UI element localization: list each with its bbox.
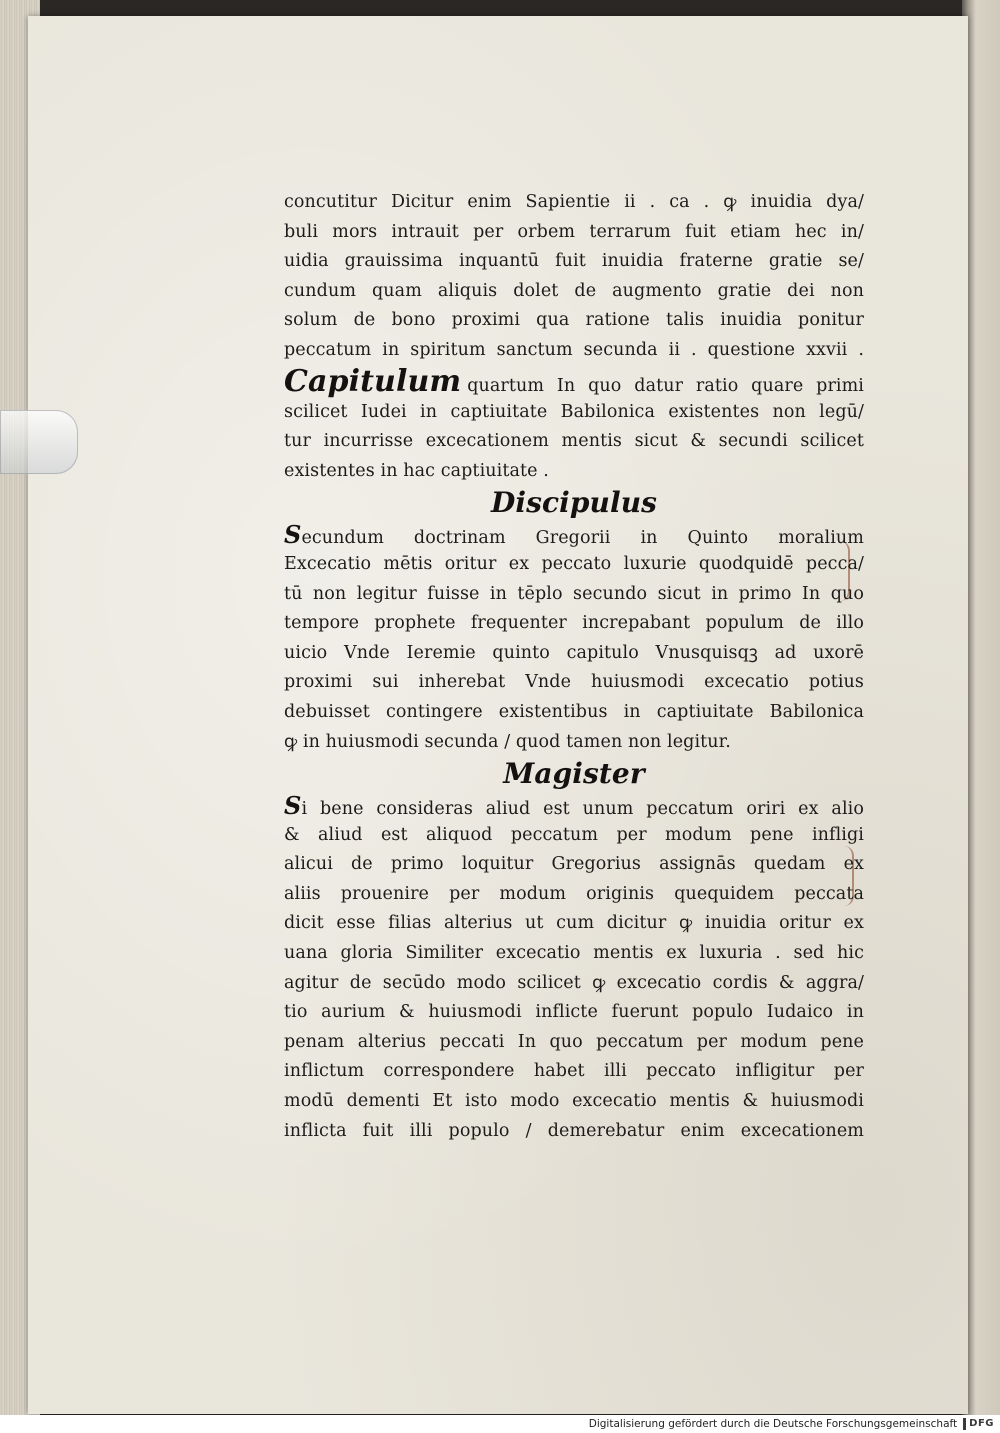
- page-text: [284, 188, 864, 1146]
- text-fragment: ecundum doctrinam Gregorii in Quinto moralium: [301, 528, 864, 549]
- text-line: inflicta fuit illi populo / demerebatur enim excecationem: [284, 1120, 864, 1141]
- text-line: dicit esse filias alterius ut cum dicitur ꝙ inuidia oritur ex: [284, 913, 864, 934]
- footer-credit: Digitalisierung gefördert durch die Deutsche Forschungsgemeinschaft: [588, 1418, 958, 1430]
- text-line: tur incurrisse excecationem mentis sicut & secundi scilicet: [284, 431, 864, 452]
- text-line: uidia grauissima inquantū fuit inuidia fraterne gratie se/: [284, 251, 864, 272]
- text-line: tempore prophete frequenter increpabant populum de illo: [284, 613, 864, 634]
- text-line: tio aurium & huiusmodi inflicte fuerunt populo Iudaico in: [284, 1002, 864, 1023]
- dfg-logo: DFG: [963, 1418, 994, 1430]
- text-fragment: i bene consideras aliud est unum peccatum oriri ex alio: [301, 799, 864, 820]
- text-line: uicio Vnde Ieremie quinto capitulo Vnusquisqꝫ ad uxorē: [284, 642, 864, 663]
- chapter-title-text: quartum In quo datur ratio quare primi: [467, 375, 864, 396]
- text-line: modū dementi Et isto modo excecatio mentis & huiusmodi: [284, 1091, 864, 1112]
- text-line: concutitur Dicitur enim Sapientie ii . ca . ꝙ inuidia dya/: [284, 192, 864, 212]
- page-clip: [0, 410, 78, 474]
- section-heading-discipulus: Discipulus: [490, 486, 658, 520]
- text-line: cundum quam aliquis dolet de augmento gratie dei non: [284, 280, 864, 301]
- text-line: existentes in hac captiuitate .: [284, 460, 549, 481]
- text-line: tū non legitur fuisse in tēplo secundo sicut in primo In quo: [284, 583, 864, 604]
- text-line: [284, 791, 864, 821]
- text-line: buli mors intrauit per orbem terrarum fuit etiam hec in/: [284, 221, 864, 242]
- text-line: Excecatio mētis oritur ex peccato luxurie quodquidē pecca/: [284, 553, 864, 574]
- text-line: [284, 520, 864, 550]
- text-line: inflictum correspondere habet illi peccato infligitur per: [284, 1061, 864, 1082]
- text-line: uana gloria Similiter excecatio mentis ex luxuria . sed hic: [284, 943, 864, 964]
- text-line: alicui de primo loquitur Gregorius assignās quedam ex: [284, 854, 864, 875]
- text-line: proximi sui inherebat Vnde huiusmodi excecatio potius: [284, 672, 864, 693]
- text-line: solum de bono proximi qua ratione talis inuidia ponitur: [284, 310, 864, 331]
- initial-letter: S: [284, 791, 302, 821]
- chapter-heading-line: [284, 363, 864, 399]
- text-line: peccatum in spiritum sanctum secunda ii . questione xxvii .: [284, 339, 864, 360]
- text-line: scilicet Iudei in captiuitate Babilonica existentes non legū/: [284, 401, 864, 422]
- text-line: penam alterius peccati In quo peccatum per modum pene: [284, 1031, 864, 1052]
- text-line: aliis prouenire per modum originis quequidem peccata: [284, 883, 864, 904]
- text-line: & aliud est aliquod peccatum per modum pene infligi: [284, 824, 864, 845]
- initial-letter: S: [284, 520, 302, 550]
- text-line: ꝙ in huiusmodi secunda / quod tamen non legitur.: [284, 731, 731, 752]
- chapter-word: Capitulum: [284, 363, 462, 399]
- section-heading-magister: Magister: [503, 757, 645, 791]
- text-line: debuisset contingere existentibus in captiuitate Babilonica: [284, 701, 864, 722]
- text-line: agitur de secūdo modo scilicet ꝙ excecatio cordis & aggra/: [284, 972, 864, 993]
- digitization-footer: [0, 1415, 1000, 1433]
